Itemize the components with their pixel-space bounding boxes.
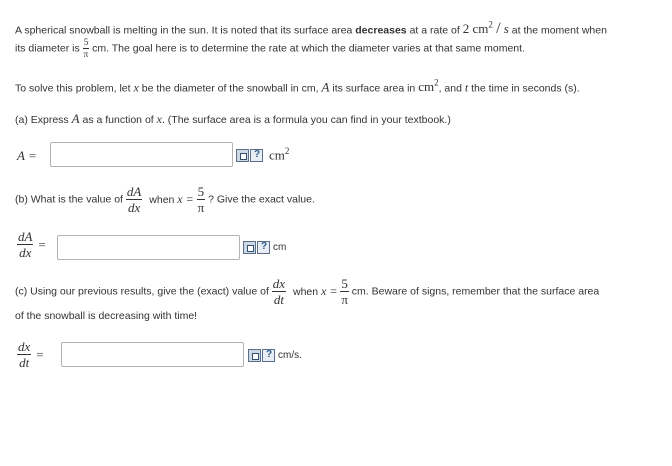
part-b-prompt: (b) What is the value of $\frac{dA}{dx}$ when x = $\frac{5}{\pi}$ ? Give the exact value. (15, 184, 315, 215)
answer-b-box[interactable] (57, 235, 240, 260)
part-b-lhs: $\frac{dA}{dx}$ = (18, 229, 46, 260)
dx-dt-fraction: $\frac{dx}{dt}$ (272, 276, 286, 307)
intro-text: at a rate of (409, 24, 460, 37)
answer-a-box[interactable] (50, 142, 233, 167)
answer-c-unit: cm/s. (278, 350, 302, 361)
intro-emphasis: decreases (355, 24, 407, 37)
part-c-prompt-line-2: of the snowball is decreasing with time! (15, 310, 198, 322)
intro-line-2 (15, 38, 525, 59)
answer-c-input[interactable] (62, 343, 243, 366)
answer-b-input[interactable] (58, 236, 239, 259)
help-icon[interactable] (262, 349, 275, 362)
answer-b-unit: cm (273, 242, 287, 253)
part-a-lhs: A = (17, 148, 37, 163)
intro-text: its diameter is (15, 42, 80, 55)
part-c-prompt: (c) Using our previous results, give the (exact) value of $\frac{dx}{dt}$ when x = $\frac{5}{\pi}$ cm. Beware of signs, remember that the surface area (15, 276, 600, 307)
answer-a-input[interactable] (51, 143, 232, 166)
intro-text: cm. The goal here is to determine the rate at which the diameter varies at that same moment. (92, 42, 525, 55)
preview-icon[interactable] (243, 241, 256, 254)
answer-a-unit: $cm^2$ (269, 146, 290, 163)
part-a-prompt: (a) Express A as a function of x. (The surface area is a formula you can find in your textbook.) (15, 111, 451, 126)
intro-text: at the moment when (511, 24, 607, 37)
preview-icon[interactable] (248, 349, 261, 362)
rate-expression: 2 $cm^2$ / s (462, 20, 509, 38)
setup-line: To solve this problem, let x be the diameter of the snowball in cm, A its surface area in $cm^2$, and t the time in seconds (s). (15, 78, 580, 95)
intro-text: A spherical snowball is melting in the sun. It is noted that its surface area (15, 24, 353, 37)
preview-icon[interactable] (236, 149, 249, 162)
diameter-fraction: $\frac{5}{\pi}$ (83, 37, 89, 59)
help-icon[interactable] (250, 149, 263, 162)
part-c-lhs: $\frac{dx}{dt}$ = (18, 339, 44, 370)
dA-dx-fraction: $\frac{dA}{dx}$ (126, 184, 142, 215)
answer-c-box[interactable] (61, 342, 244, 367)
x-value-fraction: $\frac{5}{\pi}$ (341, 276, 348, 307)
help-icon[interactable] (257, 241, 270, 254)
intro-line-1 (15, 20, 607, 38)
x-value-fraction: $\frac{5}{\pi}$ (197, 184, 205, 215)
